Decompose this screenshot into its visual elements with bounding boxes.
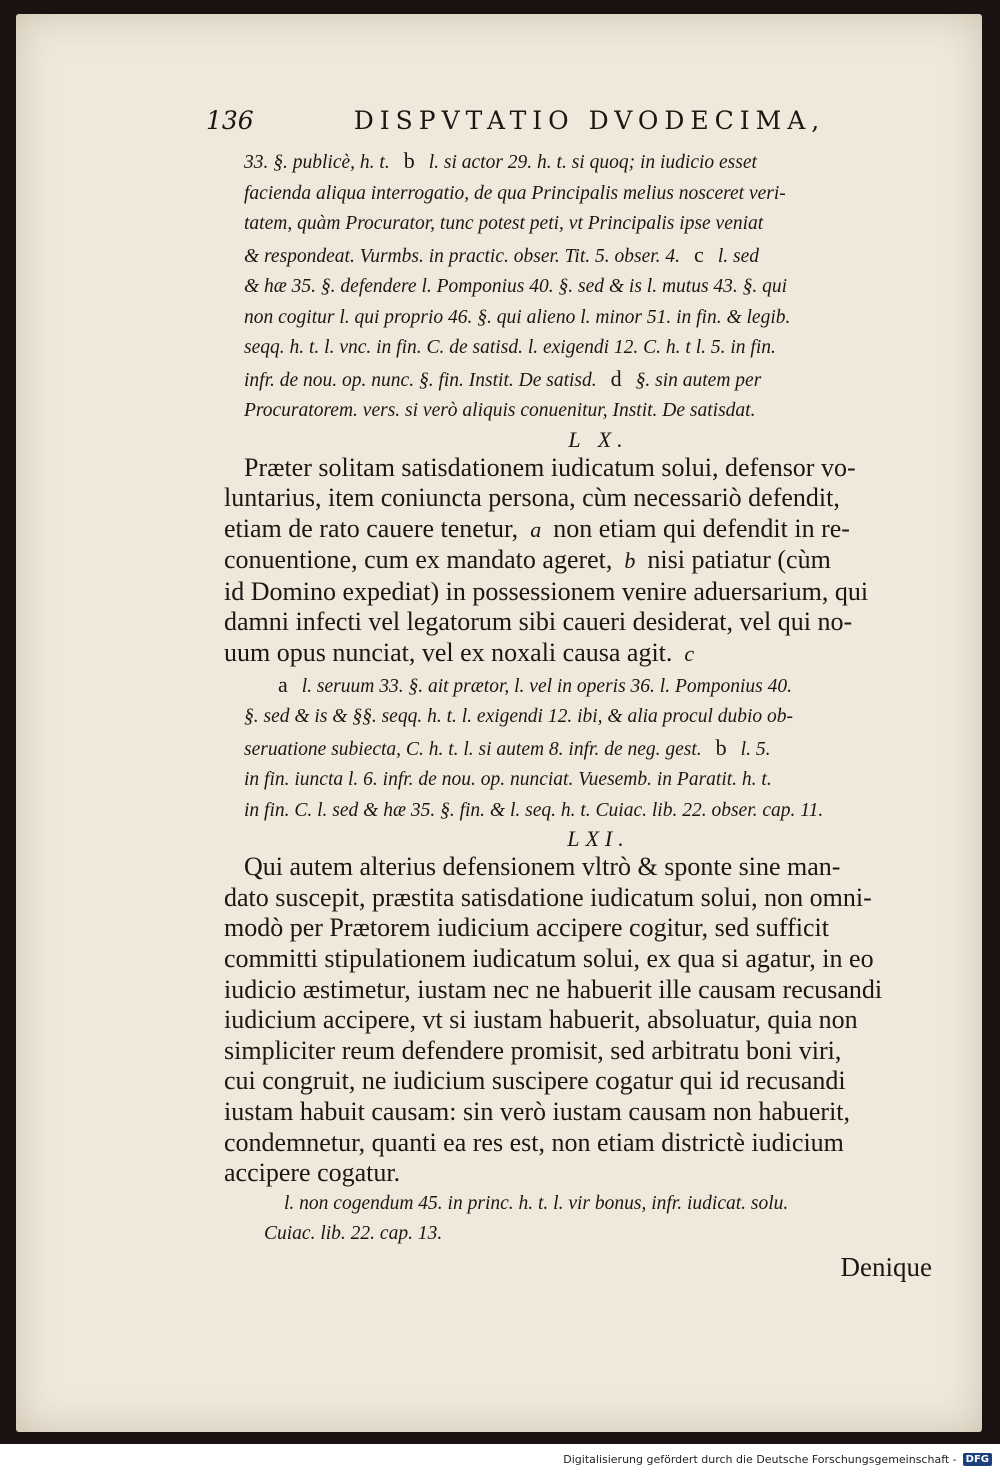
page-number: 136 (206, 106, 254, 135)
note-line: non cogitur l. qui proprio 46. §. qui alieno l. minor 51. in fin. & legib. (244, 306, 791, 328)
body-line: modò per Prætorem iudicium accipere cogitur, sed sufficit (224, 913, 829, 943)
running-head-title: DISPVTATIO DVODECIMA, (353, 106, 826, 135)
note-line: & respondeat. Vurmbs. in practic. obser. Tit. 5. obser. 4. c l. sed (244, 241, 759, 267)
note-marker-c: c (694, 241, 704, 267)
body-line: conuentione, cum ex mandato ageret, b nisi patiatur (cùm (224, 545, 831, 575)
body-line: Qui autem alterius defensionem vltrò & sponte sine man- (244, 852, 841, 882)
note-marker-a: a (278, 671, 288, 697)
dfg-logo: DFG (963, 1453, 992, 1466)
body-line: dato suscepit, præstita satisdatione iudicatum solui, non omni- (224, 882, 872, 912)
running-head (206, 106, 951, 146)
note-line: in fin. iuncta l. 6. infr. de nou. op. nunciat. Vuesemb. in Paratit. h. t. (244, 769, 772, 791)
note-marker-b: b (403, 148, 415, 173)
body-line: iustam habuit causam: sin verò iustam causam non habuerit, (224, 1096, 851, 1126)
footnote-marker-a: a (530, 516, 542, 542)
catchword: Denique (840, 1252, 932, 1282)
body-line: simpliciter reum defendere promisit, sed arbitratu boni viri, (224, 1035, 842, 1065)
note-line: & hæ 35. §. defendere l. Pomponius 40. §. sed & is l. mutus 43. §. qui (244, 276, 788, 297)
footer-text: Digitalisierung gefördert durch die Deutsche Forschungsgemeinschaft - (563, 1452, 957, 1466)
note-line: Procuratorem. vers. si verò aliquis conuenitur, Instit. De satisdat. (244, 400, 756, 421)
body-line: condemnetur, quanti ea res est, non etiam districtè iudicium (224, 1127, 844, 1157)
body-line: luntarius, item coniuncta persona, cùm necessariò defendit, (224, 483, 840, 513)
section-heading-60: L X. (568, 426, 629, 452)
body-line: id Domino expediat) in possessionem venire aduersarium, qui (224, 576, 869, 606)
note-line: l. non cogendum 45. in princ. h. t. l. vir bonus, infr. iudicat. solu. (284, 1192, 789, 1214)
note-line: seqq. h. t. l. vnc. in fin. C. de satisd. l. exigendi 12. C. h. t l. 5. in fin. (244, 337, 776, 358)
body-line: damni infecti vel legatorum sibi caueri desiderat, vel qui no- (224, 607, 853, 637)
section-heading-61: LXI. (567, 826, 630, 852)
note-line: a l. seruum 33. §. ait prætor, l. vel in operis 36. l. Pomponius 40. (278, 671, 792, 697)
note-line: facienda aliqua interrogatio, de qua Principalis melius nosceret veri- (244, 182, 786, 204)
page-content (206, 106, 951, 1250)
footnote-marker-c: c (684, 641, 695, 667)
note-line: tatem, quàm Procurator, tunc potest peti, vt Principalis ipse veniat (244, 213, 764, 234)
note-marker-b: b (715, 734, 727, 760)
footnote-marker-b: b (624, 548, 636, 574)
body-line: iudicium accipere, vt si iustam habuerit, absoluatur, quia non (224, 1005, 858, 1035)
note-marker-d: d (610, 365, 622, 391)
note-line: seruatione subiecta, C. h. t. l. si autem 8. infr. de neg. gest. b l. 5. (244, 734, 771, 760)
note-line: §. sed & is & §§. seqq. h. t. l. exigendi 12. ibi, & alia procul dubio ob- (244, 706, 794, 728)
body-line: uum opus nunciat, vel ex noxali causa agit. c (224, 638, 695, 668)
note-line: in fin. C. l. sed & hæ 35. §. fin. & l. seq. h. t. Cuiac. lib. 22. obser. cap. 11. (244, 799, 824, 821)
note-line: infr. de nou. op. nunc. §. fin. Instit. De satisd. d §. sin autem per (244, 365, 762, 391)
body-line: etiam de rato cauere tenetur, a non etiam qui defendit in re- (224, 513, 850, 543)
body-line: committi stipulationem iudicatum solui, ex qua si agatur, in eo (224, 943, 874, 973)
book-page (16, 14, 982, 1432)
digitization-footer (0, 1444, 1000, 1474)
body-line: Præter solitam satisdationem iudicatum solui, defensor vo- (244, 452, 856, 482)
body-line: iudicio æstimetur, iustam nec ne habuerit ille causam recusandi (224, 974, 883, 1004)
note-line: Cuiac. lib. 22. cap. 13. (264, 1223, 443, 1245)
body-line: cui congruit, ne iudicium suscipere cogatur qui id recusandi (224, 1066, 846, 1096)
note-line: 33. §. publicè, h. t. b l. si actor 29. h. t. si quoq; in iudicio esset (244, 148, 757, 173)
body-line: accipere cogatur. (224, 1158, 401, 1188)
